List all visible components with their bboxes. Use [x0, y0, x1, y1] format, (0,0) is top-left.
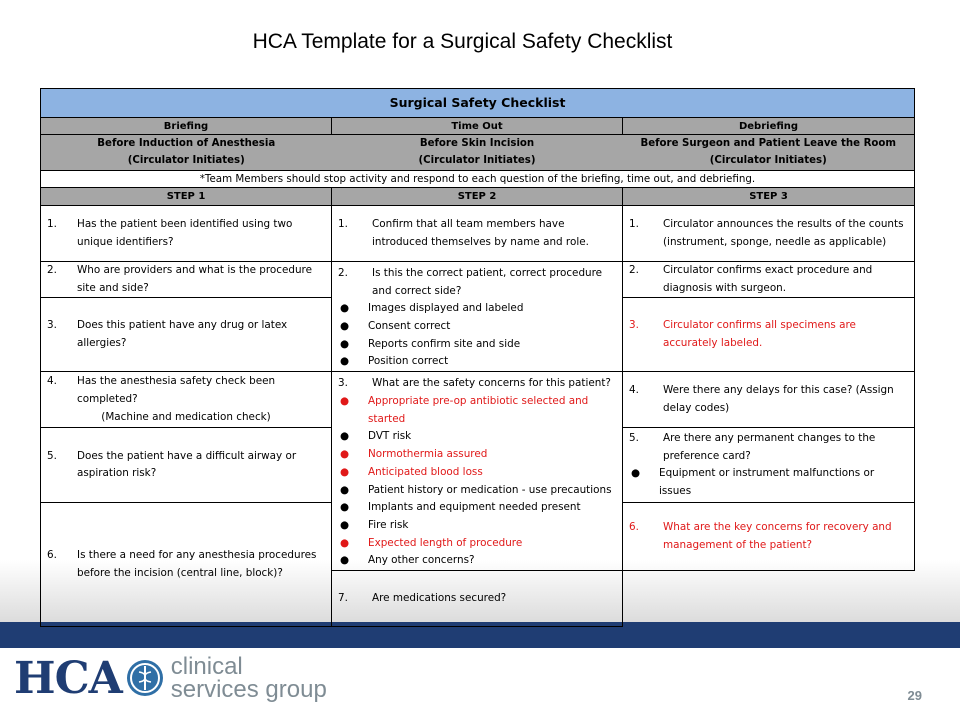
- question-text: What are the safety concerns for this patient?: [372, 377, 611, 390]
- question-text: Does the patient have a difficult airway or aspiration risk?: [77, 449, 297, 480]
- question-text: Has the anesthesia safety check been completed?: [77, 375, 276, 406]
- step1-question-1: [41, 206, 332, 262]
- question-number: 2.: [47, 264, 57, 276]
- timing-time-out: [332, 135, 623, 171]
- list-item: ● Expected length of procedure: [338, 535, 616, 553]
- question-number: 3.: [338, 377, 348, 390]
- list-item: ● Patient history or medication - use precautions: [338, 482, 616, 500]
- question-text: What are the key concerns for recovery and management of the patient?: [663, 520, 892, 551]
- bullet-icon: ●: [340, 483, 350, 496]
- question-number: 4.: [629, 384, 639, 397]
- bullet-icon: ●: [340, 320, 350, 333]
- step3-question-2: [623, 262, 915, 298]
- bullet-icon: ●: [340, 395, 350, 408]
- question-number: 2.: [338, 267, 348, 279]
- list-item: ● Normothermia assured: [338, 446, 616, 464]
- initiator-label: (Circulator Initiates): [709, 154, 827, 166]
- question-number: 1.: [338, 217, 348, 230]
- question-text: Are medications secured?: [372, 591, 507, 604]
- bullet-icon: ●: [340, 302, 350, 315]
- question-text: Is this the correct patient, correct procedure and correct side?: [372, 267, 603, 297]
- step2-question-3: [332, 372, 623, 571]
- bullet-icon: ●: [631, 467, 641, 480]
- step1-question-3: [41, 298, 332, 372]
- step3-question-4: [623, 372, 915, 428]
- bullet-icon: ●: [340, 536, 350, 549]
- list-item: ● Consent correct: [338, 318, 616, 336]
- question-number: 4.: [47, 375, 57, 388]
- list-item: ● Any other concerns?: [338, 552, 616, 570]
- question-subtext: (Machine and medication check): [101, 410, 271, 423]
- slide-title: HCA Template for a Surgical Safety Checklist: [252, 30, 673, 53]
- logo-wordmark: HCA: [14, 652, 122, 704]
- caduceus-emblem-icon: [125, 658, 165, 698]
- list-item: ● Equipment or instrument malfunctions or issues: [629, 465, 908, 500]
- timing-label: Before Induction of Anesthesia: [97, 137, 276, 149]
- question-number: 1.: [47, 217, 57, 230]
- question-number: 3.: [47, 319, 57, 332]
- bullet-icon: ●: [340, 518, 350, 531]
- step3-question-3: [623, 298, 915, 372]
- team-note: *Team Members should stop activity and respond to each question of the briefing, time out, and debriefing.: [41, 171, 915, 188]
- phase-debriefing: Debriefing: [623, 118, 915, 135]
- list-item: ● Implants and equipment needed present: [338, 499, 616, 517]
- question-text: Circulator confirms all specimens are accurately labeled.: [663, 319, 856, 349]
- phase-time-out: Time Out: [332, 118, 623, 135]
- question-number: 5.: [47, 449, 57, 462]
- hca-logo: [14, 652, 327, 704]
- list-item: ● DVT risk: [338, 428, 616, 446]
- bullet-icon: ●: [340, 355, 350, 368]
- question-number: 1.: [629, 217, 639, 230]
- initiator-label: (Circulator Initiates): [127, 154, 245, 166]
- step3-question-6: [623, 503, 915, 571]
- initiator-label: (Circulator Initiates): [418, 154, 536, 166]
- step1-question-6: [41, 503, 332, 627]
- list-item: ● Position correct: [338, 353, 616, 371]
- question-text: Are there any permanent changes to the preference card?: [663, 432, 876, 462]
- question-text: Circulator confirms exact procedure and diagnosis with surgeon.: [663, 264, 873, 294]
- list-item: ● Fire risk: [338, 517, 616, 535]
- step2-question-1: [332, 206, 623, 262]
- question-text: Has the patient been identified using two unique identifiers?: [77, 217, 293, 248]
- step-1-header: STEP 1: [41, 188, 332, 206]
- bullet-icon: ●: [340, 465, 350, 478]
- list-item: ● Appropriate pre-op antibiotic selected and started: [338, 393, 616, 428]
- page-number: 29: [907, 688, 922, 703]
- question-text: Does this patient have any drug or latex allergies?: [77, 319, 288, 349]
- bullet-icon: ●: [340, 430, 350, 443]
- safety-concerns-bullet-list: [338, 393, 616, 570]
- question-text: Confirm that all team members have introduced themselves by name and role.: [372, 217, 589, 248]
- step2-question-2: [332, 262, 623, 372]
- question-number: 6.: [629, 520, 639, 533]
- list-item: ● Images displayed and labeled: [338, 300, 616, 318]
- timing-briefing: [41, 135, 332, 171]
- question-number: 6.: [47, 548, 57, 561]
- timing-debriefing: [623, 135, 915, 171]
- step1-question-2: [41, 262, 332, 298]
- bullet-icon: ●: [340, 448, 350, 461]
- step-3-header: STEP 3: [623, 188, 915, 206]
- table-title: Surgical Safety Checklist: [41, 89, 915, 118]
- question-text: Who are providers and what is the procedure site and side?: [77, 264, 312, 294]
- question-number: 3.: [629, 319, 639, 332]
- step3-question-7: [332, 570, 623, 626]
- question-text: Were there any delays for this case? (Assign delay codes): [663, 384, 894, 414]
- logo-tagline: [171, 655, 327, 701]
- changes-bullet-list: [629, 465, 908, 500]
- bullet-icon: ●: [340, 554, 350, 567]
- step3-question-1: [623, 206, 915, 262]
- verification-bullet-list: [338, 300, 616, 371]
- phase-briefing: Briefing: [41, 118, 332, 135]
- step-2-header: STEP 2: [332, 188, 623, 206]
- bullet-icon: ●: [340, 501, 350, 514]
- question-number: 7.: [338, 591, 348, 604]
- step1-question-4: [41, 372, 332, 428]
- question-number: 2.: [629, 264, 639, 276]
- step1-question-5: [41, 428, 332, 503]
- timing-label: Before Surgeon and Patient Leave the Room: [640, 137, 897, 149]
- step3-question-5: [623, 428, 915, 503]
- surgical-safety-checklist-table: [40, 88, 915, 627]
- question-text: Circulator announces the results of the counts (instrument, sponge, needle as applicable): [663, 217, 904, 248]
- timing-label: Before Skin Incision: [419, 137, 535, 149]
- list-item: ● Anticipated blood loss: [338, 464, 616, 482]
- logo-line-1: clinical: [170, 653, 243, 680]
- list-item: ● Reports confirm site and side: [338, 336, 616, 354]
- question-text: Is there a need for any anesthesia procedures before the incision (central line, block)?: [77, 548, 317, 579]
- logo-line-2: services group: [170, 676, 327, 703]
- question-number: 5.: [629, 432, 639, 444]
- bullet-icon: ●: [340, 337, 350, 350]
